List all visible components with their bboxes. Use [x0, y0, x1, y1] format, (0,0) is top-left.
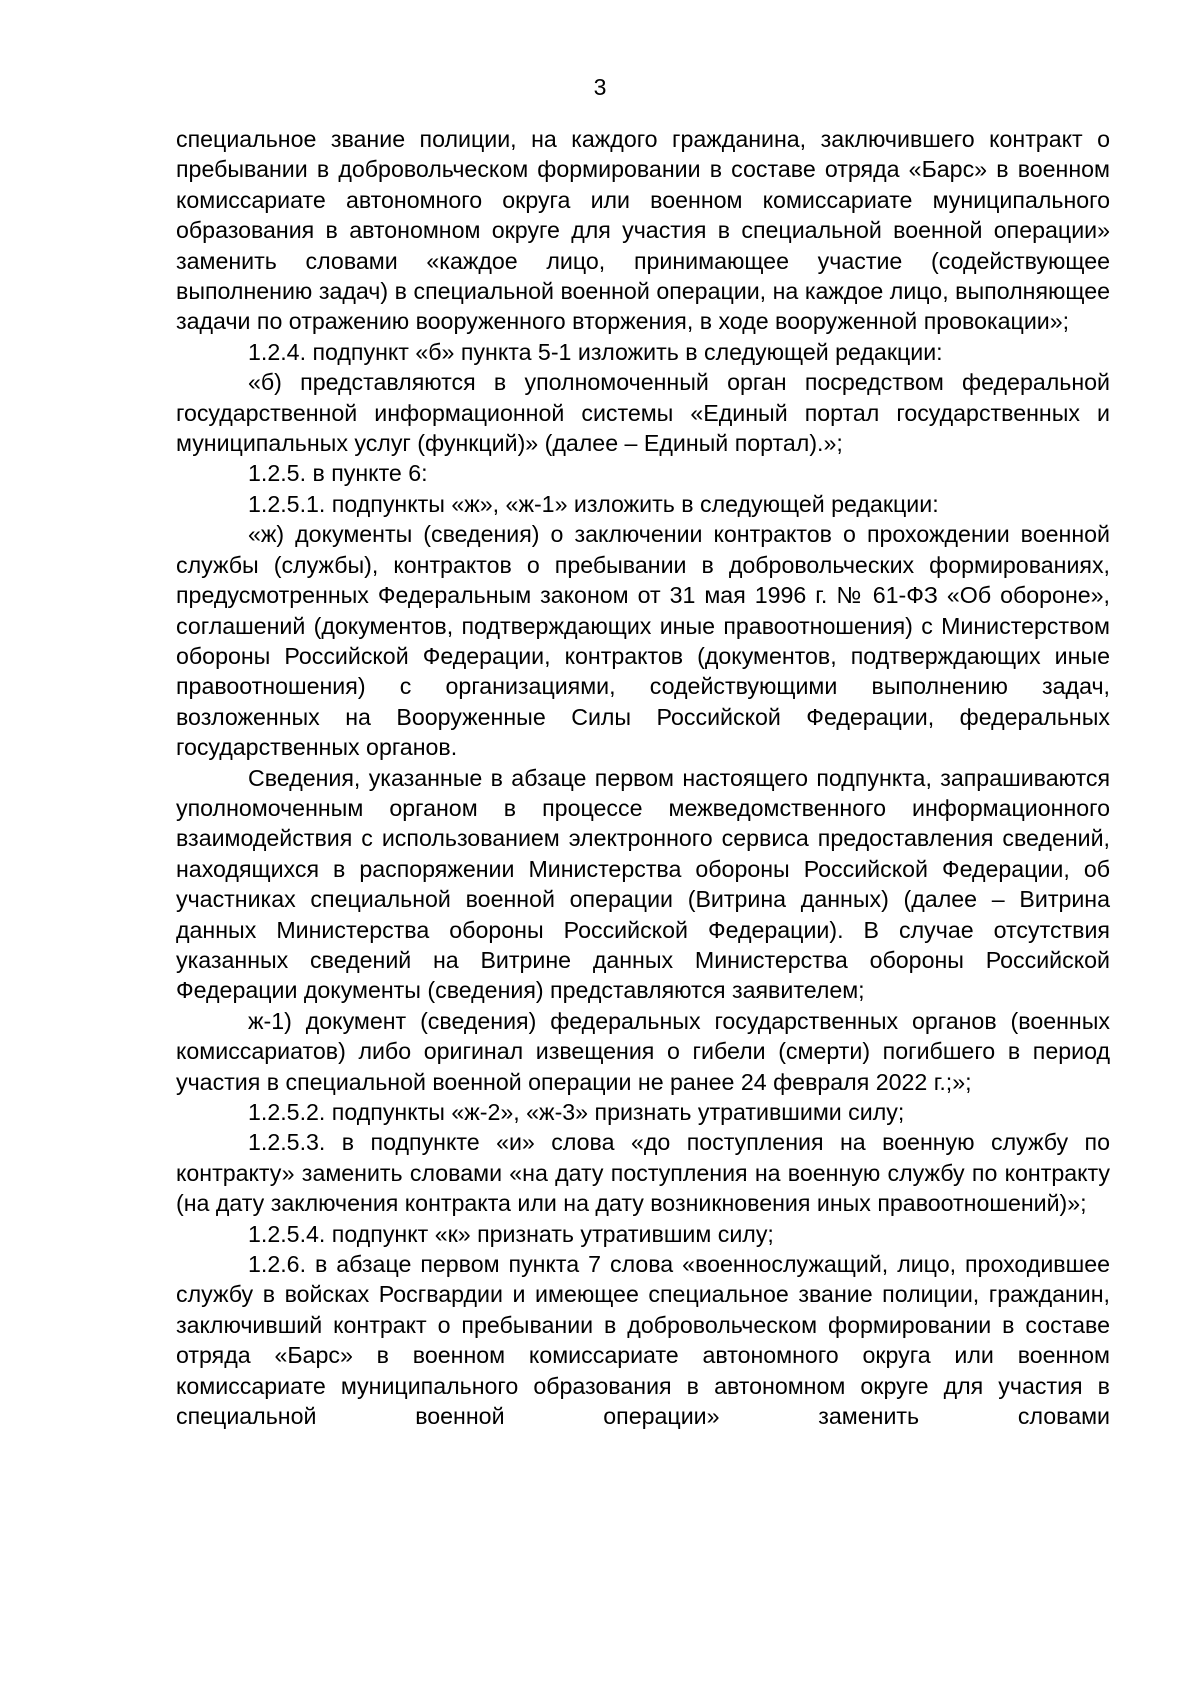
paragraph-svedeniya: Сведения, указанные в абзаце первом настоящего подпункта, запрашиваются уполномоченным органом в процессе межведомственного информационного взаимодействия с использованием электронного сервиса предоставления сведений, находящихся в распоряжении Министерства обороны Российской Федерации, об участниках специальной военной операции (Витрина данных) (далее – Витрина данных Министерства обороны Российской Федерации). В случае отсутствия указанных сведений на Витрине данных Министерства обороны Российской Федерации документы (сведения) представляются заявителем;: [176, 764, 1110, 1004]
paragraph-1-2-5: 1.2.5. в пункте 6:: [248, 460, 428, 487]
paragraph-1-2-5-4: 1.2.5.4. подпункт «к» признать утратившим силу;: [248, 1220, 774, 1247]
paragraph-subitem-zh1-text: ж-1) документ (сведения) федеральных государственных органов (военных комиссариатов) либо оригинал извещения о гибели (смерти) погибшего в период участия в специальной военной операции не ранее 24 февраля 2022 г.;»;: [176, 1007, 1110, 1095]
paragraph-continuation: специальное звание полиции, на каждого гражданина, заключившего контракт о пребывании в добровольческом формировании в составе отряда «Барс» в военном комиссариате автономного округа или военном комиссариате муниципального образования в автономном округе для участия в специальной военной операции» заменить словами «каждое лицо, принимающее участие (содействующее выполнению задач) в специальной военной операции, на каждое лицо, выполняющее задачи по отражению вооруженного вторжения, в ходе вооруженной провокации»;: [176, 126, 1110, 335]
paragraph-subitem-b-text: «б) представляются в уполномоченный орган посредством федеральной государственной информационной системы «Единый портал государственных и муниципальных услуг (функций)» (далее – Единый портал).»;: [176, 369, 1110, 457]
paragraph-subitem-zh-text: «ж) документы (сведения) о заключении контрактов о прохождении военной службы (службы), контрактов о пребывании в добровольческих формированиях, предусмотренных Федеральным законом от 31 мая 1996 г. № 61-ФЗ «Об обороне», соглашений (документов, подтверждающих иные правоотношения) с Министерством обороны Российской Федерации, контрактов (документов, подтверждающих иные правоотношения) с организациями, содействующими выполнению задач, возложенных на Вооруженные Силы Российской Федерации, федеральных государственных органов.: [176, 521, 1110, 761]
paragraph-1-2-5-3: 1.2.5.3. в подпункте «и» слова «до поступления на военную службу по контракту» заменить словами «на дату поступления на военную службу по контракту (на дату заключения контракта или на дату возникновения иных правоотношений)»;: [176, 1129, 1110, 1217]
paragraph-1-2-5-2: 1.2.5.2. подпункты «ж-2», «ж-3» признать утратившими силу;: [248, 1099, 905, 1125]
document-body: [176, 124, 1110, 1431]
paragraph-1-2-6: 1.2.6. в абзаце первом пункта 7 слова «военнослужащий, лицо, проходившее службу в войсках Росгвардии и имеющее специальное звание полиции, гражданин, заключивший контракт о пребывании в добровольческом формировании в составе отряда «Барс» в военном комиссариате автономного округа или военном комиссариате муниципального образования в автономном округе для участия в специальной военной операции» заменить словами: [176, 1251, 1110, 1430]
paragraph-1-2-5-1: 1.2.5.1. подпункты «ж», «ж-1» изложить в следующей редакции:: [248, 490, 939, 517]
page-number: 3: [593, 74, 607, 100]
paragraph-1-2-4: 1.2.4. подпункт «б» пункта 5-1 изложить в следующей редакции:: [248, 338, 943, 365]
